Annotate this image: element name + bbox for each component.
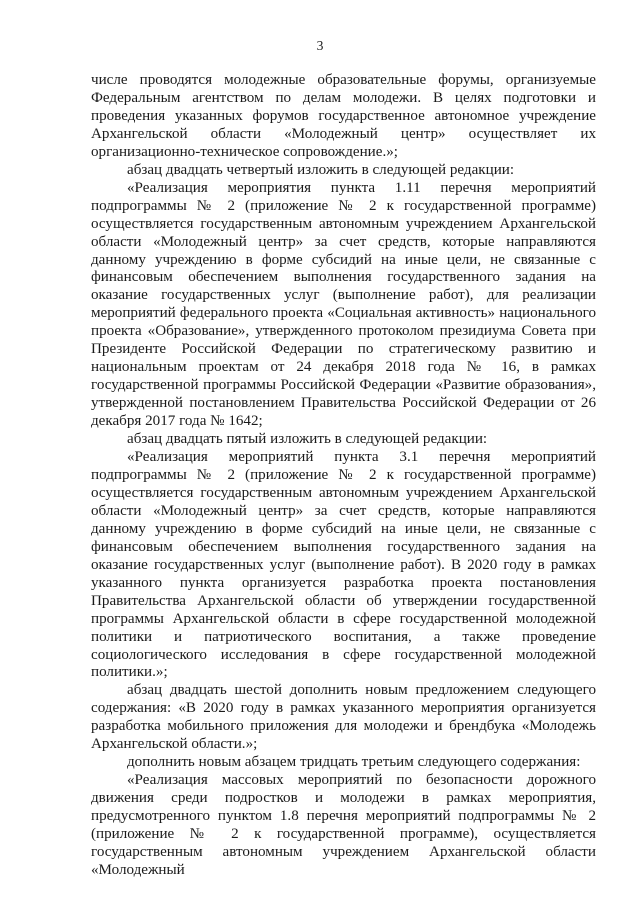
page-number: 3 (316, 38, 324, 53)
paragraph-1: числе проводятся молодежные образовательные форумы, организуемые Федеральным агентством по делам молодежи. В целях подготовки и проведения указанных форумов государственное автономное учреждение Архангельской области «Молодежный центр» осуществляет их организационно-техническое сопровождение.»; (91, 72, 596, 160)
paragraph-6: абзац двадцать шестой дополнить новым предложением следующего содержания: «В 2020 году в рамках указанного мероприятия организуется разработка мобильного приложения для молодежи и брендбука «Молодежь Архангельской области.»; (91, 682, 596, 753)
paragraph-8: «Реализация массовых мероприятий по безопасности дорожного движения среди подростков и молодежи в рамках мероприятия, предусмотренного пунктом 1.8 перечня мероприятий подпрограммы № 2 (приложение № 2 к государственной программе), осуществляется государственным автономным учреждением Архангельской области «Молодежный (91, 772, 596, 878)
paragraph-3: «Реализация мероприятия пункта 1.11 перечня мероприятий подпрограммы № 2 (приложение № 2 к государственной программе) осуществляется государственным автономным учреждением Архангельской области «Молодежный центр» за счет средств, которые направляются данному учреждению в форме субсидий на иные цели, не связанные с финансовым обеспечением выполнения государственного задания на оказание государственных услуг (выполнение работ), для реализации мероприятий федерального проекта «Социальная активность» национального проекта «Образование», утвержденного протоколом президиума Совета при Президенте Российской Федерации по стратегическому развитию и национальным проектам от 24 декабря 2018 года № 16, в рамках государственной программы Российской Федерации «Развитие образования», утвержденной постановлением Правительства Российской Федерации от 26 декабря 2017 года № 1642; (91, 179, 596, 430)
document-body (91, 72, 596, 880)
paragraph-7: дополнить новым абзацем тридцать третьим следующего содержания: (127, 754, 581, 771)
paragraph-2: абзац двадцать четвертый изложить в следующей редакции: (127, 161, 515, 178)
paragraph-5: «Реализация мероприятий пункта 3.1 перечня мероприятий подпрограммы № 2 (приложение № 2 к государственной программе) осуществляется государственным автономным учреждением Архангельской области «Молодежный центр» за счет средств, которые направляются данному учреждению в форме субсидий на иные цели, не связанные с финансовым обеспечением выполнения государственного задания на оказание государственных услуг (выполнение работ). В 2020 году в рамках указанного пункта организуется разработка проекта постановления Правительства Архангельской области об утверждении государственной программы Архангельской области в сфере государственной молодежной политики и патриотического воспитания, а также проведение социологического исследования в сфере государственной молодежной политики.»; (91, 449, 596, 681)
paragraph-4: абзац двадцать пятый изложить в следующей редакции: (127, 431, 488, 448)
